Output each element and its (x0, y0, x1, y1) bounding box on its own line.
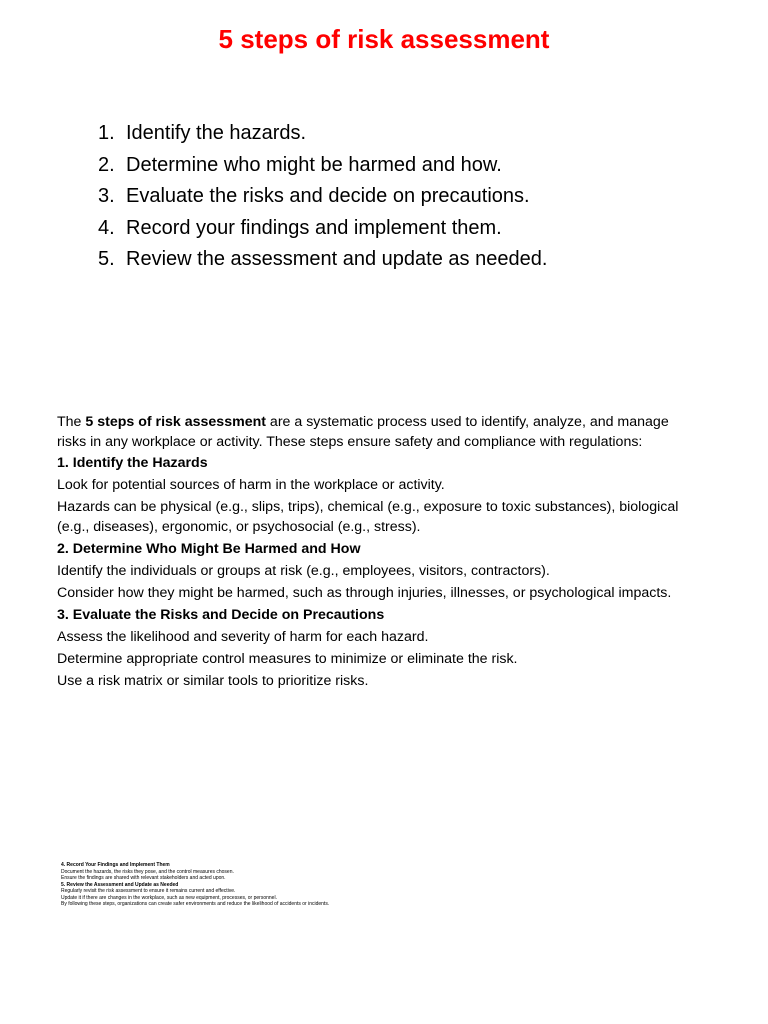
list-item (98, 181, 547, 213)
list-item (98, 244, 547, 276)
section-line: Assess the likelihood and severity of harm for each hazard. (57, 629, 429, 645)
list-item (98, 150, 547, 182)
section-line: Use a risk matrix or similar tools to prioritize risks. (57, 673, 369, 689)
body-text (57, 412, 687, 693)
list-item (98, 213, 547, 245)
list-item-text: Evaluate the risks and decide on precautions. (126, 185, 530, 207)
small-closing: By following these steps, organizations can create safer environments and reduce the likelihood of accidents or incidents. (61, 901, 330, 907)
intro-bold: 5 steps of risk assessment (85, 414, 266, 430)
small-print-block (61, 862, 481, 908)
small-line: Update it if there are changes in the workplace, such as new equipment, processes, or personnel. (61, 894, 277, 901)
list-number: 2. (98, 153, 115, 176)
list-item (98, 118, 547, 150)
section-line: Look for potential sources of harm in the workplace or activity. (57, 477, 445, 493)
list-item-text: Determine who might be harmed and how. (126, 153, 502, 176)
small-heading: 5. Review the Assessment and Update as Needed (61, 881, 179, 888)
section-heading: 1. Identify the Hazards (57, 455, 208, 471)
list-number: 4. (98, 216, 115, 239)
section-line: Hazards can be physical (e.g., slips, trips), chemical (e.g., exposure to toxic substances), biological (e.g., diseases), ergonomic, or psychosocial (e.g., stress). (57, 499, 679, 535)
intro-post: are a systematic process used to identify, analyze, and manage risks in any workplace or activity. These steps ensure safety and compliance with regulations: (57, 414, 669, 450)
list-number: 1. (98, 122, 115, 144)
steps-list (98, 118, 547, 276)
small-line: Ensure the findings are shared with relevant stakeholders and acted upon. (61, 875, 226, 881)
page-title: 5 steps of risk assessment (218, 24, 550, 54)
list-number: 3. (98, 185, 115, 207)
section-line: Identify the individuals or groups at risk (e.g., employees, visitors, contractors). (57, 563, 550, 579)
list-item-text: Identify the hazards. (126, 122, 307, 144)
list-item-text: Review the assessment and update as needed. (126, 248, 548, 270)
section-line: Consider how they might be harmed, such as through injuries, illnesses, or psychological impacts. (57, 585, 672, 601)
small-heading: 4. Record Your Findings and Implement Them (61, 862, 170, 868)
intro-pre: The (57, 414, 86, 430)
section-heading: 3. Evaluate the Risks and Decide on Precautions (57, 607, 385, 623)
list-item-text: Record your findings and implement them. (126, 216, 502, 239)
section-line: Determine appropriate control measures to minimize or eliminate the risk. (57, 651, 518, 667)
list-number: 5. (98, 248, 115, 270)
intro-paragraph (57, 412, 687, 452)
small-line: Document the hazards, the risks they pose, and the control measures chosen. (61, 868, 234, 875)
section-heading: 2. Determine Who Might Be Harmed and How (57, 541, 361, 557)
small-line: Regularly revisit the risk assessment to ensure it remains current and effective. (61, 888, 236, 894)
